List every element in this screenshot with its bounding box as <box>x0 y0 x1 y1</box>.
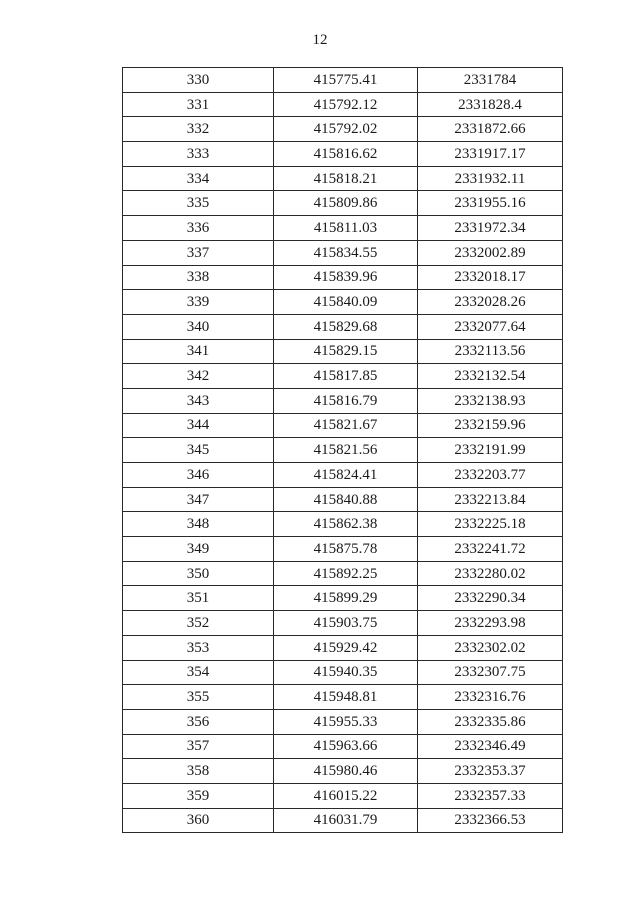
table-row <box>123 512 563 537</box>
table-row <box>123 611 563 636</box>
y-coordinate-cell: 2332357.33 <box>418 783 563 808</box>
point-number-cell: 334 <box>123 166 274 191</box>
y-coordinate-cell: 2331828.4 <box>418 92 563 117</box>
y-coordinate-cell: 2332225.18 <box>418 512 563 537</box>
y-coordinate-cell: 2331872.66 <box>418 117 563 142</box>
x-coordinate-cell: 415875.78 <box>274 537 418 562</box>
table-row <box>123 314 563 339</box>
y-coordinate-cell: 2332028.26 <box>418 290 563 315</box>
x-coordinate-cell: 415821.56 <box>274 438 418 463</box>
point-number-cell: 349 <box>123 537 274 562</box>
y-coordinate-cell: 2332002.89 <box>418 240 563 265</box>
x-coordinate-cell: 415840.09 <box>274 290 418 315</box>
point-number-cell: 353 <box>123 635 274 660</box>
table-row <box>123 709 563 734</box>
y-coordinate-cell: 2331784 <box>418 68 563 93</box>
y-coordinate-cell: 2332203.77 <box>418 463 563 488</box>
x-coordinate-cell: 415940.35 <box>274 660 418 685</box>
point-number-cell: 337 <box>123 240 274 265</box>
point-number-cell: 330 <box>123 68 274 93</box>
y-coordinate-cell: 2332307.75 <box>418 660 563 685</box>
y-coordinate-cell: 2331955.16 <box>418 191 563 216</box>
table-row <box>123 191 563 216</box>
point-number-cell: 355 <box>123 685 274 710</box>
x-coordinate-cell: 415829.68 <box>274 314 418 339</box>
y-coordinate-cell: 2331917.17 <box>418 142 563 167</box>
x-coordinate-cell: 415980.46 <box>274 759 418 784</box>
table-row <box>123 759 563 784</box>
table-row <box>123 734 563 759</box>
point-number-cell: 338 <box>123 265 274 290</box>
y-coordinate-cell: 2332346.49 <box>418 734 563 759</box>
y-coordinate-cell: 2332293.98 <box>418 611 563 636</box>
y-coordinate-cell: 2332241.72 <box>418 537 563 562</box>
x-coordinate-cell: 415892.25 <box>274 561 418 586</box>
point-number-cell: 347 <box>123 487 274 512</box>
table-row <box>123 364 563 389</box>
x-coordinate-cell: 415829.15 <box>274 339 418 364</box>
y-coordinate-cell: 2332353.37 <box>418 759 563 784</box>
x-coordinate-cell: 415821.67 <box>274 413 418 438</box>
x-coordinate-cell: 415817.85 <box>274 364 418 389</box>
x-coordinate-cell: 415834.55 <box>274 240 418 265</box>
point-number-cell: 341 <box>123 339 274 364</box>
y-coordinate-cell: 2331932.11 <box>418 166 563 191</box>
table-row <box>123 561 563 586</box>
table-row <box>123 388 563 413</box>
point-number-cell: 339 <box>123 290 274 315</box>
table-row <box>123 92 563 117</box>
table-row <box>123 68 563 93</box>
point-number-cell: 348 <box>123 512 274 537</box>
table-row <box>123 142 563 167</box>
y-coordinate-cell: 2332213.84 <box>418 487 563 512</box>
x-coordinate-cell: 415839.96 <box>274 265 418 290</box>
x-coordinate-cell: 415840.88 <box>274 487 418 512</box>
point-number-cell: 331 <box>123 92 274 117</box>
x-coordinate-cell: 416031.79 <box>274 808 418 833</box>
table-row <box>123 660 563 685</box>
table-row <box>123 166 563 191</box>
table-row <box>123 586 563 611</box>
table-row <box>123 265 563 290</box>
y-coordinate-cell: 2332018.17 <box>418 265 563 290</box>
y-coordinate-cell: 2332191.99 <box>418 438 563 463</box>
x-coordinate-cell: 415903.75 <box>274 611 418 636</box>
x-coordinate-cell: 415811.03 <box>274 216 418 241</box>
table-row <box>123 290 563 315</box>
x-coordinate-cell: 415929.42 <box>274 635 418 660</box>
table-row <box>123 783 563 808</box>
x-coordinate-cell: 415816.62 <box>274 142 418 167</box>
x-coordinate-cell: 415963.66 <box>274 734 418 759</box>
x-coordinate-cell: 415792.12 <box>274 92 418 117</box>
point-number-cell: 354 <box>123 660 274 685</box>
point-number-cell: 358 <box>123 759 274 784</box>
table-body <box>123 68 563 833</box>
point-number-cell: 350 <box>123 561 274 586</box>
y-coordinate-cell: 2332077.64 <box>418 314 563 339</box>
y-coordinate-cell: 2332335.86 <box>418 709 563 734</box>
point-number-cell: 360 <box>123 808 274 833</box>
point-number-cell: 345 <box>123 438 274 463</box>
y-coordinate-cell: 2332138.93 <box>418 388 563 413</box>
table-row <box>123 487 563 512</box>
table-row <box>123 463 563 488</box>
table-row <box>123 685 563 710</box>
y-coordinate-cell: 2332159.96 <box>418 413 563 438</box>
point-number-cell: 352 <box>123 611 274 636</box>
coordinates-table <box>122 67 563 833</box>
y-coordinate-cell: 2331972.34 <box>418 216 563 241</box>
point-number-cell: 336 <box>123 216 274 241</box>
x-coordinate-cell: 415818.21 <box>274 166 418 191</box>
point-number-cell: 343 <box>123 388 274 413</box>
point-number-cell: 340 <box>123 314 274 339</box>
point-number-cell: 342 <box>123 364 274 389</box>
y-coordinate-cell: 2332302.02 <box>418 635 563 660</box>
x-coordinate-cell: 416015.22 <box>274 783 418 808</box>
y-coordinate-cell: 2332366.53 <box>418 808 563 833</box>
x-coordinate-cell: 415809.86 <box>274 191 418 216</box>
x-coordinate-cell: 415816.79 <box>274 388 418 413</box>
table-row <box>123 339 563 364</box>
y-coordinate-cell: 2332290.34 <box>418 586 563 611</box>
x-coordinate-cell: 415955.33 <box>274 709 418 734</box>
point-number-cell: 344 <box>123 413 274 438</box>
table-row <box>123 808 563 833</box>
table-row <box>123 635 563 660</box>
x-coordinate-cell: 415948.81 <box>274 685 418 710</box>
point-number-cell: 346 <box>123 463 274 488</box>
x-coordinate-cell: 415824.41 <box>274 463 418 488</box>
table-row <box>123 438 563 463</box>
x-coordinate-cell: 415775.41 <box>274 68 418 93</box>
table-row <box>123 216 563 241</box>
point-number-cell: 351 <box>123 586 274 611</box>
y-coordinate-cell: 2332316.76 <box>418 685 563 710</box>
table-row <box>123 537 563 562</box>
table-row <box>123 240 563 265</box>
y-coordinate-cell: 2332113.56 <box>418 339 563 364</box>
page-number: 12 <box>312 32 328 48</box>
point-number-cell: 357 <box>123 734 274 759</box>
point-number-cell: 332 <box>123 117 274 142</box>
table-row <box>123 117 563 142</box>
point-number-cell: 359 <box>123 783 274 808</box>
y-coordinate-cell: 2332132.54 <box>418 364 563 389</box>
table-row <box>123 413 563 438</box>
point-number-cell: 335 <box>123 191 274 216</box>
y-coordinate-cell: 2332280.02 <box>418 561 563 586</box>
x-coordinate-cell: 415899.29 <box>274 586 418 611</box>
x-coordinate-cell: 415792.02 <box>274 117 418 142</box>
point-number-cell: 356 <box>123 709 274 734</box>
x-coordinate-cell: 415862.38 <box>274 512 418 537</box>
point-number-cell: 333 <box>123 142 274 167</box>
